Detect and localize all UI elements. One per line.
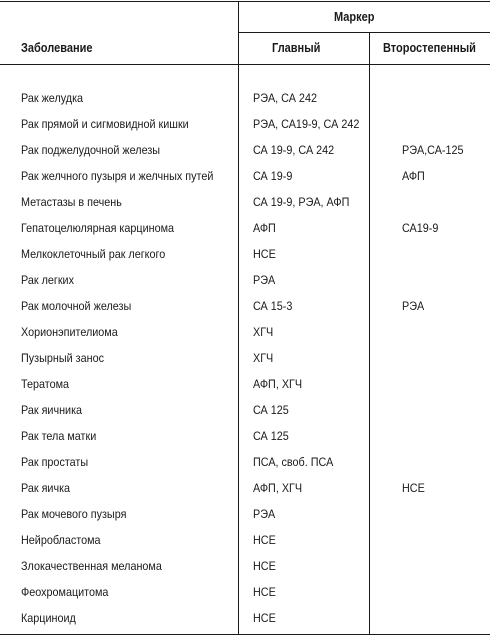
secondary-marker-cell: СА19-9 [402, 221, 439, 235]
secondary-marker-cell: РЭА [402, 299, 425, 313]
disease-cell: Хорионэпителиома [21, 325, 118, 339]
main-marker-cell: СА 19-9, РЭА, АФП [253, 195, 350, 209]
disease-cell: Гепатоцелюлярная карцинома [21, 221, 175, 235]
disease-cell: Мелкоклеточный рак легкого [21, 247, 166, 261]
disease-cell: Феохромацитома [21, 585, 109, 599]
main-marker-cell: АФП [253, 221, 276, 235]
marker-subheader-rule [238, 32, 490, 33]
disease-cell: Нейробластома [21, 533, 101, 547]
header-disease: Заболевание [21, 41, 93, 55]
main-marker-cell: НСЕ [253, 559, 276, 573]
header-bottom-rule [0, 64, 490, 65]
main-marker-cell: РЭА, СА19-9, СА 242 [253, 117, 360, 131]
header-main: Главный [272, 41, 321, 55]
disease-cell: Рак желудка [21, 91, 84, 105]
disease-cell: Карциноид [21, 611, 76, 625]
main-marker-cell: СА 15-3 [253, 299, 293, 313]
header-marker: Маркер [334, 10, 375, 24]
main-marker-cell: НСЕ [253, 585, 276, 599]
table-bottom-rule [0, 634, 490, 635]
main-marker-cell: НСЕ [253, 533, 276, 547]
disease-cell: Рак поджелудочной железы [21, 143, 161, 157]
disease-cell: Рак тела матки [21, 429, 97, 443]
disease-cell: Рак простаты [21, 455, 89, 469]
main-marker-cell: РЭА, СА 242 [253, 91, 317, 105]
main-marker-cell: НСЕ [253, 611, 276, 625]
disease-cell: Тератома [21, 377, 70, 391]
main-marker-cell: СА 19-9, СА 242 [253, 143, 335, 157]
column-divider-main [369, 32, 370, 635]
disease-cell: Рак прямой и сигмовидной кишки [21, 117, 189, 131]
secondary-marker-cell: НСЕ [402, 481, 425, 495]
main-marker-cell: РЭА [253, 507, 276, 521]
column-divider-disease [238, 1, 239, 635]
disease-cell: Рак желчного пузыря и желчных путей [21, 169, 214, 183]
header-secondary: Второстепенный [383, 41, 476, 55]
disease-cell: Рак легких [21, 273, 74, 287]
secondary-marker-cell: РЭА,СА-125 [402, 143, 464, 157]
main-marker-cell: ПСА, своб. ПСА [253, 455, 334, 469]
disease-cell: Пузырный занос [21, 351, 104, 365]
secondary-marker-cell: АФП [402, 169, 425, 183]
disease-cell: Рак яичника [21, 403, 83, 417]
disease-cell: Рак яичка [21, 481, 71, 495]
main-marker-cell: СА 125 [253, 403, 289, 417]
main-marker-cell: НСЕ [253, 247, 276, 261]
disease-cell: Метастазы в печень [21, 195, 122, 209]
main-marker-cell: АФП, ХГЧ [253, 377, 303, 391]
main-marker-cell: АФП, ХГЧ [253, 481, 303, 495]
disease-cell: Злокачественная меланома [21, 559, 162, 573]
main-marker-cell: СА 19-9 [253, 169, 293, 183]
main-marker-cell: РЭА [253, 273, 276, 287]
main-marker-cell: ХГЧ [253, 325, 274, 339]
main-marker-cell: ХГЧ [253, 351, 274, 365]
main-marker-cell: СА 125 [253, 429, 289, 443]
disease-cell: Рак мочевого пузыря [21, 507, 127, 521]
disease-cell: Рак молочной железы [21, 299, 132, 313]
table-top-rule [0, 1, 490, 2]
